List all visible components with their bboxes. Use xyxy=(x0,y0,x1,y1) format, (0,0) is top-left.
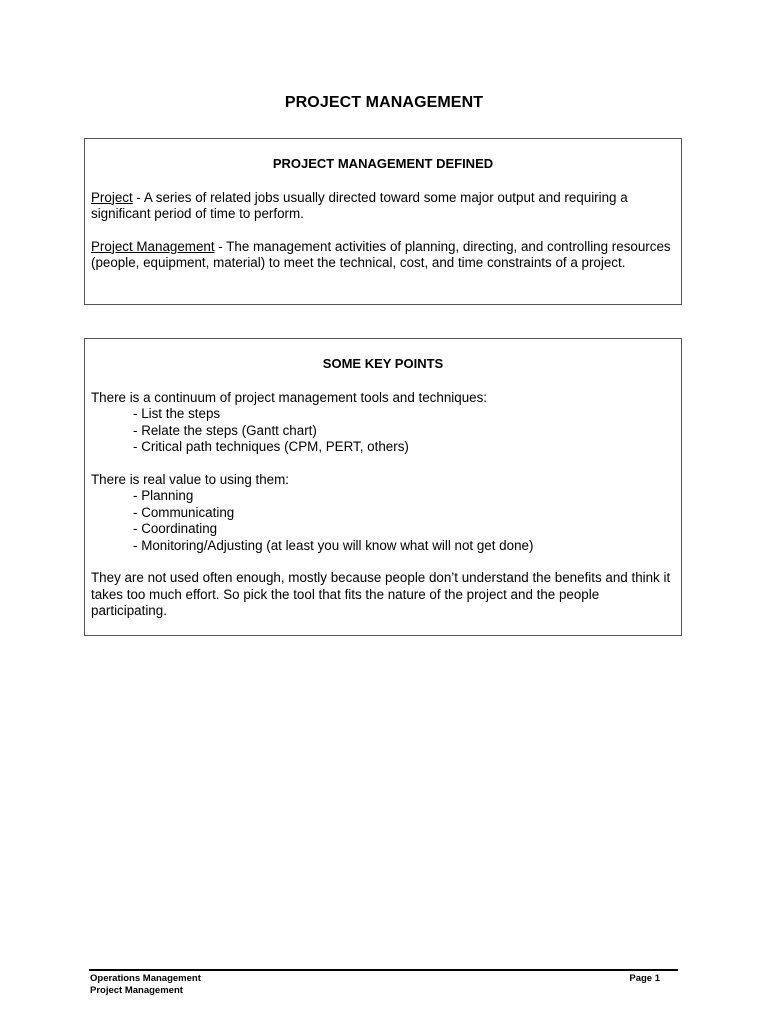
definition-term: Project Management xyxy=(91,238,215,254)
footer-left xyxy=(90,973,201,996)
closing-paragraph: They are not used often enough, mostly because people don’t understand the benefits and think it takes too much effort. So pick the tool that fits the nature of the project and the people participating. xyxy=(91,570,671,618)
values-list xyxy=(91,488,675,554)
tools-intro: There is a continuum of project management tools and techniques: xyxy=(91,389,487,405)
definition-project-management xyxy=(91,239,675,272)
key-points-box xyxy=(84,338,682,636)
definitions-box xyxy=(84,138,682,305)
list-item: - Communicating xyxy=(91,505,675,522)
definition-term: Project xyxy=(91,189,133,205)
definition-project xyxy=(91,190,675,223)
list-item: - List the steps xyxy=(91,406,675,423)
tools-section xyxy=(91,390,675,456)
list-item: - Monitoring/Adjusting (at least you will know what will not get done) xyxy=(91,538,675,555)
footer-divider xyxy=(89,969,678,971)
list-item: - Relate the steps (Gantt chart) xyxy=(91,423,675,440)
tools-list xyxy=(91,406,675,456)
footer-topic: Project Management xyxy=(90,984,183,996)
page-number: Page 1 xyxy=(629,973,660,984)
definition-text: - The management activities of planning, directing, and controlling resources (people, equipment, material) to meet the technical, cost, and time constraints of a project. xyxy=(91,238,671,270)
key-points-heading: SOME KEY POINTS xyxy=(322,356,444,371)
values-intro: There is real value to using them: xyxy=(91,471,289,487)
list-item: - Planning xyxy=(91,488,675,505)
page-title: PROJECT MANAGEMENT xyxy=(284,94,484,111)
definition-text: - A series of related jobs usually directed toward some major output and requiring a significant period of time to perform. xyxy=(91,189,628,221)
definitions-heading: PROJECT MANAGEMENT DEFINED xyxy=(272,156,494,171)
list-item: - Coordinating xyxy=(91,521,675,538)
list-item: - Critical path techniques (CPM, PERT, others) xyxy=(91,439,675,456)
footer-course: Operations Management xyxy=(90,973,201,984)
values-section xyxy=(91,472,675,555)
